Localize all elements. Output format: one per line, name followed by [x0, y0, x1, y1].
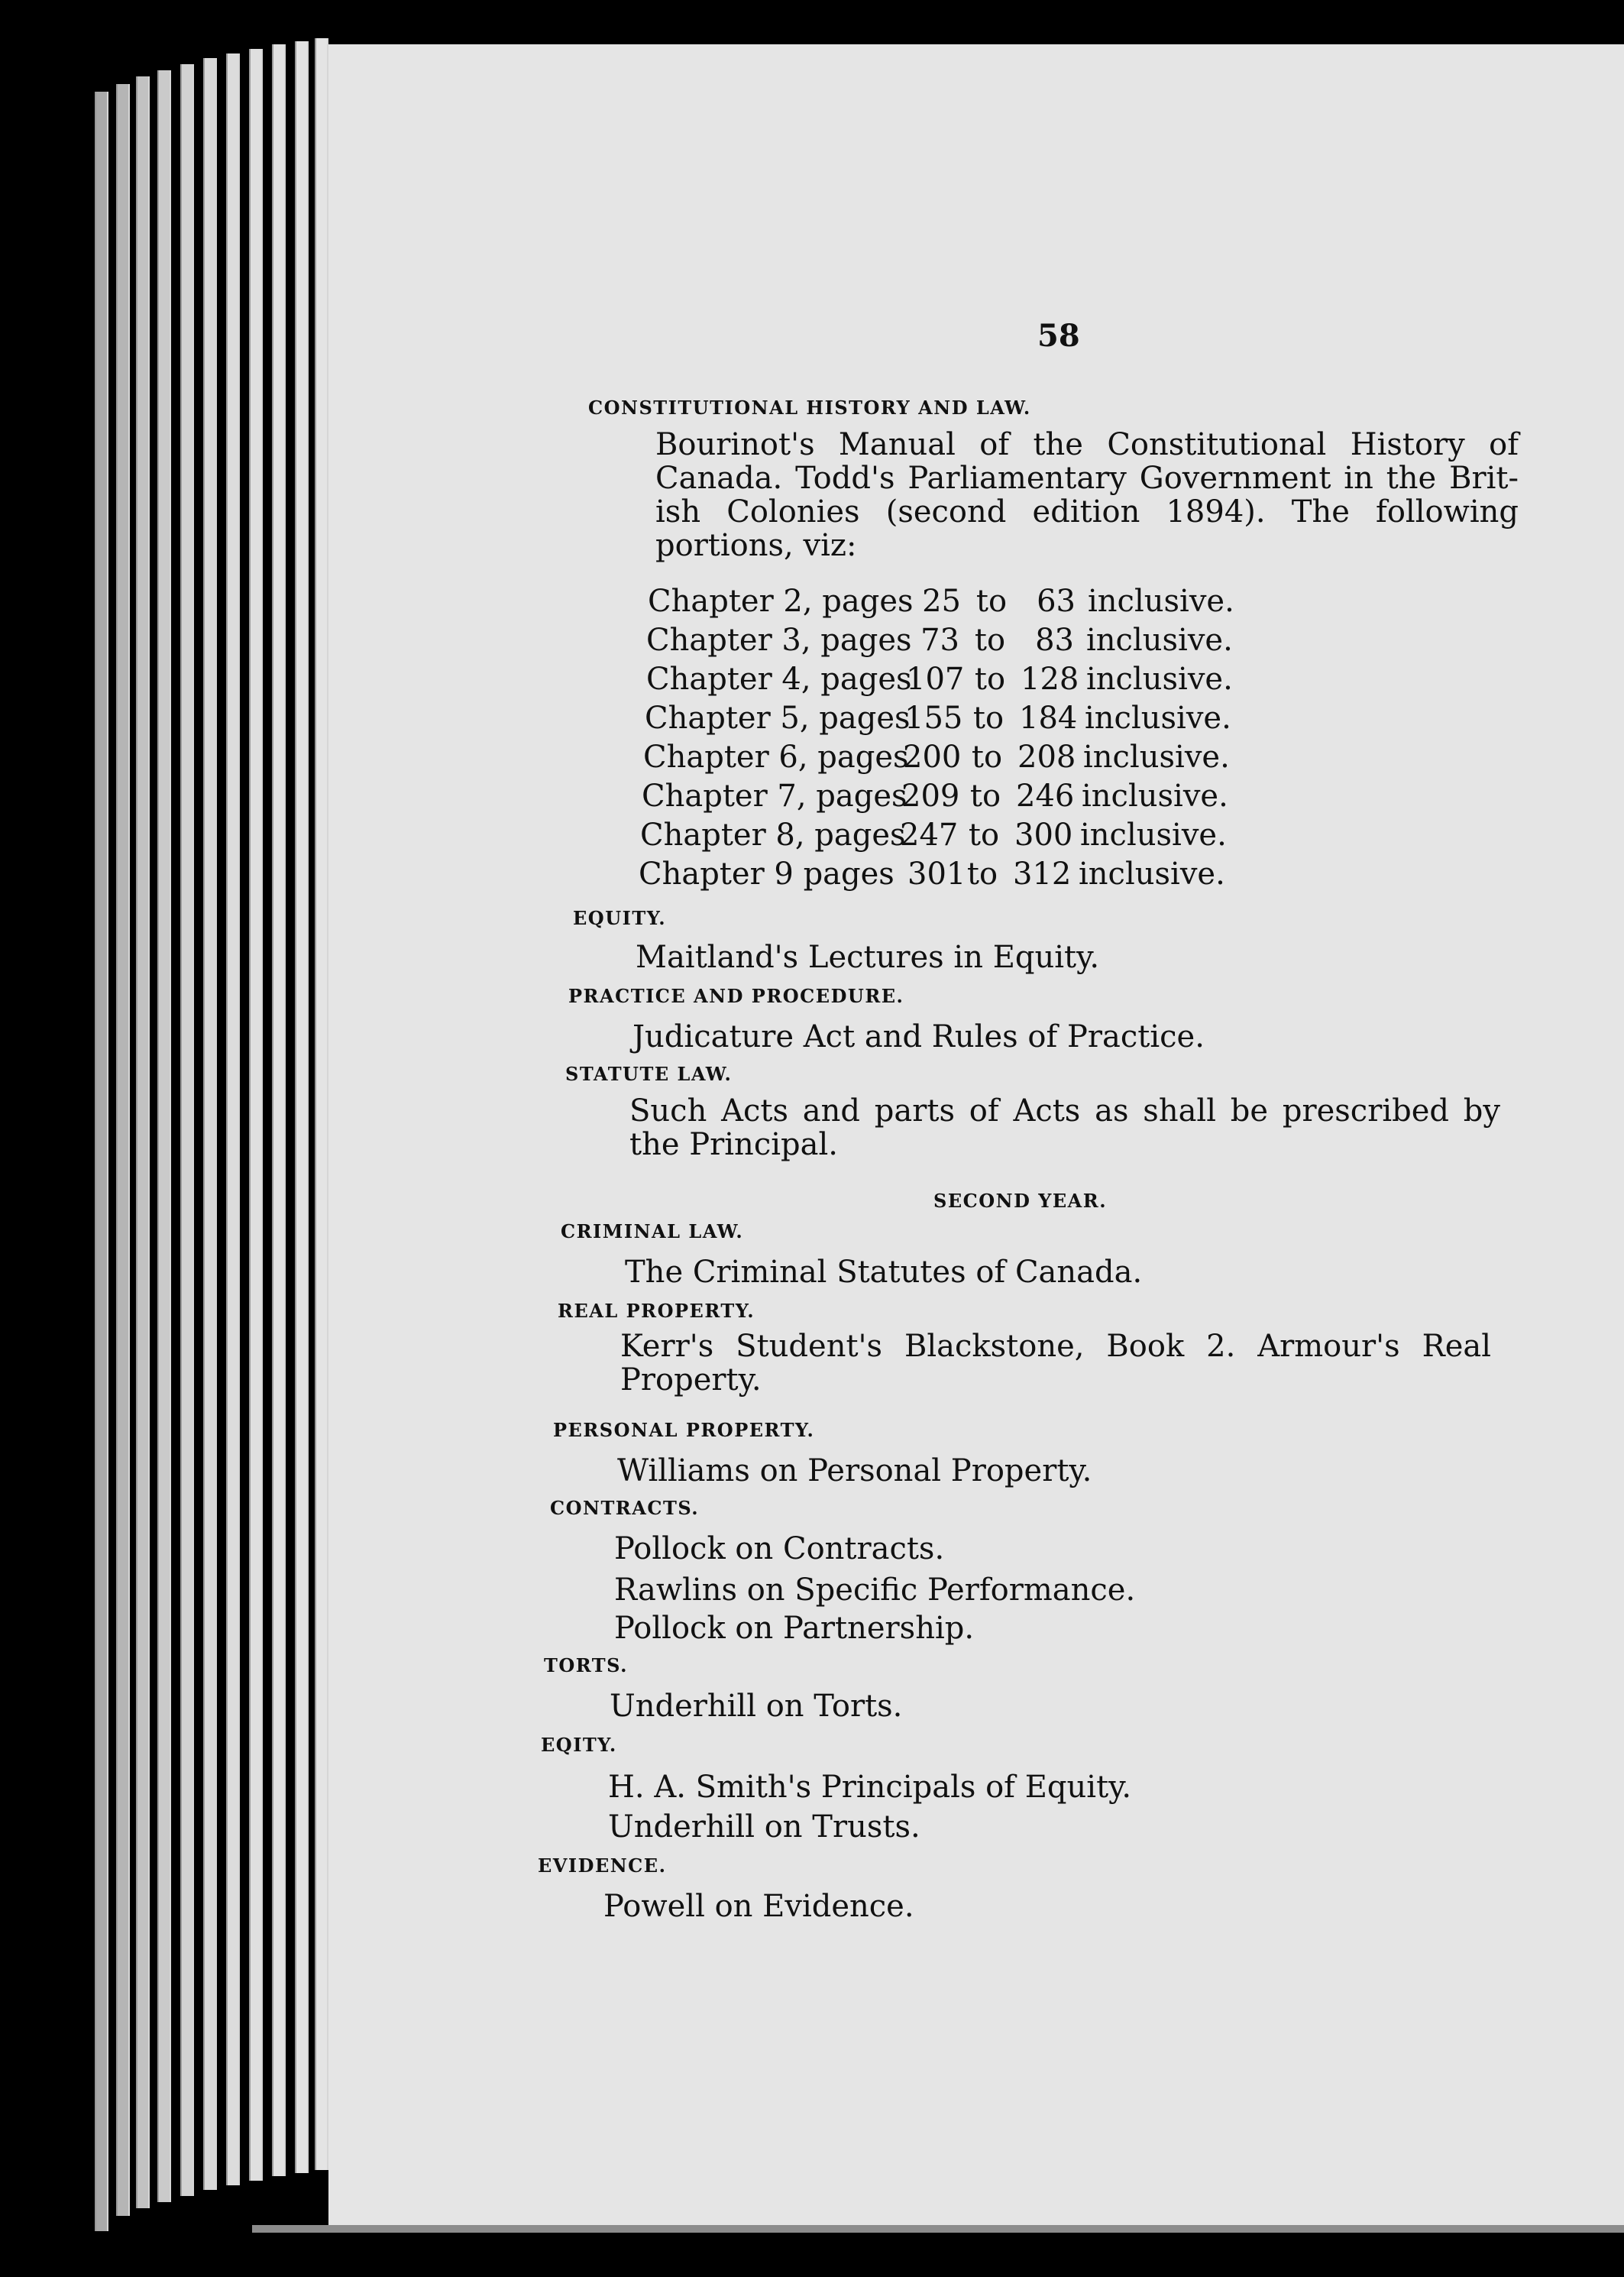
page-edge — [116, 84, 130, 2216]
statute-paragraph — [629, 1094, 1500, 1161]
list-item: H. A. Smith's Principals of Equity. — [608, 1770, 1132, 1805]
chapter-line — [640, 818, 1227, 853]
chapter-label: Chapter 7, pages — [642, 779, 907, 814]
paragraph-line: Kerr's Student's Blackstone, Book 2. Armour's Real — [620, 1329, 1491, 1364]
chapter-from: 73 — [920, 623, 959, 658]
page-edge — [180, 64, 194, 2196]
list-item: Powell on Evidence. — [603, 1889, 914, 1924]
page-bottom-edge — [252, 2225, 1624, 2233]
paragraph-line: Such Acts and parts of Acts as shall be prescribed by — [629, 1093, 1500, 1129]
page-edge — [136, 76, 150, 2208]
chapter-label: Chapter 9 pages — [639, 857, 894, 892]
chapter-to: to — [966, 857, 998, 892]
chapter-line — [646, 623, 1233, 658]
chapter-label: Chapter 5, pages — [645, 701, 911, 736]
chapter-line — [643, 740, 1230, 775]
paragraph-line: ish Colonies (second edition 1894). The following — [655, 494, 1519, 530]
real-property-paragraph — [620, 1330, 1491, 1397]
chapter-line — [645, 701, 1231, 736]
section-heading-torts: TORTS. — [544, 1654, 628, 1676]
page-edge — [95, 92, 108, 2231]
section-heading-personal-property: PERSONAL PROPERTY. — [553, 1419, 815, 1441]
chapter-from: 301 — [907, 857, 966, 892]
chapter-from: 247 — [900, 818, 959, 853]
paragraph-line: Property. — [620, 1362, 762, 1398]
chapter-to: to — [974, 662, 1006, 697]
list-item: Underhill on Torts. — [610, 1689, 903, 1724]
chapter-upto: 246 — [1016, 779, 1075, 814]
chapter-suffix: inclusive. — [1079, 857, 1225, 892]
chapter-line — [648, 584, 1234, 619]
page-edge — [203, 58, 217, 2190]
list-item: Judicature Act and Rules of Practice. — [632, 1019, 1205, 1054]
chapter-from: 25 — [922, 584, 961, 619]
page-edge — [226, 53, 240, 2185]
chapter-suffix: inclusive. — [1083, 740, 1230, 775]
chapter-suffix: inclusive. — [1085, 701, 1231, 736]
chapter-upto: 208 — [1017, 740, 1076, 775]
chapter-suffix: inclusive. — [1086, 662, 1233, 697]
paragraph-line: the Principal. — [629, 1127, 838, 1162]
chapter-line — [642, 779, 1228, 814]
chapter-suffix: inclusive. — [1088, 584, 1234, 619]
chapter-label: Chapter 3, pages — [646, 623, 912, 658]
paragraph-line: Canada. Todd's Parliamentary Government in the Brit- — [655, 461, 1519, 496]
chapter-label: Chapter 8, pages — [640, 818, 906, 853]
chapter-from: 209 — [901, 779, 960, 814]
page-edge — [249, 49, 263, 2181]
chapter-upto: 63 — [1037, 584, 1076, 619]
second-year-heading: SECOND YEAR. — [933, 1190, 1108, 1212]
chapter-line — [646, 662, 1233, 697]
section-heading-constitutional: CONSTITUTIONAL HISTORY AND LAW. — [588, 397, 1031, 419]
chapter-label: Chapter 4, pages — [646, 662, 912, 697]
list-item: Williams on Personal Property. — [617, 1453, 1092, 1488]
page-edge — [315, 38, 328, 2170]
section-heading-equity-2: EQITY. — [541, 1734, 617, 1756]
chapter-line — [639, 857, 1225, 892]
page-number: 58 — [1037, 318, 1080, 354]
constitutional-paragraph — [655, 428, 1519, 562]
page-edge — [157, 70, 171, 2202]
section-heading-real-property: REAL PROPERTY. — [558, 1300, 755, 1322]
chapter-to: to — [968, 818, 1000, 853]
chapter-from: 200 — [903, 740, 962, 775]
chapter-to: to — [971, 740, 1003, 775]
list-item: The Criminal Statutes of Canada. — [625, 1255, 1143, 1290]
list-item: Rawlins on Specific Performance. — [614, 1573, 1136, 1608]
list-item: Pollock on Partnership. — [614, 1611, 975, 1646]
chapter-label: Chapter 2, pages — [648, 584, 914, 619]
section-heading-statute: STATUTE LAW. — [565, 1063, 733, 1085]
chapter-upto: 184 — [1019, 701, 1078, 736]
chapter-label: Chapter 6, pages — [643, 740, 909, 775]
chapter-upto: 83 — [1035, 623, 1074, 658]
section-heading-equity: EQUITY. — [573, 907, 667, 929]
chapter-from: 155 — [904, 701, 963, 736]
chapter-upto: 128 — [1021, 662, 1079, 697]
section-heading-criminal: CRIMINAL LAW. — [561, 1220, 744, 1242]
chapter-to: to — [975, 584, 1008, 619]
list-item: Maitland's Lectures in Equity. — [636, 940, 1100, 975]
chapter-suffix: inclusive. — [1082, 779, 1228, 814]
chapter-suffix: inclusive. — [1086, 623, 1233, 658]
page-edge — [295, 41, 309, 2173]
chapter-upto: 312 — [1013, 857, 1072, 892]
list-item: Underhill on Trusts. — [608, 1809, 920, 1845]
chapter-to: to — [972, 701, 1004, 736]
paragraph-line: Bourinot's Manual of the Constitutional History of — [655, 427, 1519, 462]
page-edge — [272, 44, 286, 2176]
chapter-upto: 300 — [1014, 818, 1073, 853]
chapter-suffix: inclusive. — [1080, 818, 1227, 853]
section-heading-contracts: CONTRACTS. — [550, 1497, 700, 1519]
section-heading-evidence: EVIDENCE. — [538, 1854, 667, 1877]
list-item: Pollock on Contracts. — [614, 1531, 945, 1566]
section-heading-practice: PRACTICE AND PROCEDURE. — [568, 985, 904, 1007]
chapter-from: 107 — [906, 662, 965, 697]
chapter-to: to — [974, 623, 1006, 658]
chapter-to: to — [969, 779, 1001, 814]
paragraph-line: portions, viz: — [655, 528, 857, 563]
